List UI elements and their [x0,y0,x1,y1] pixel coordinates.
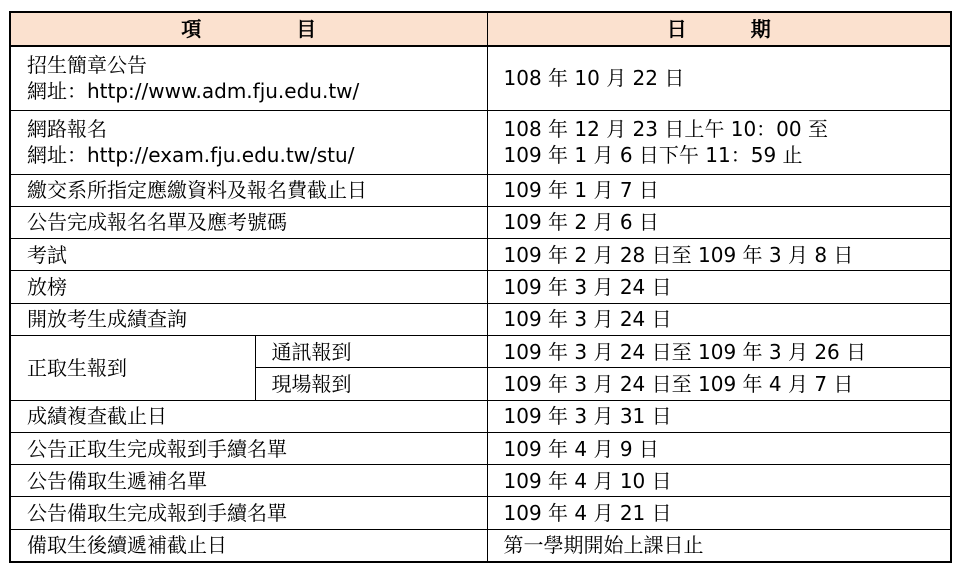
item-cell: 繳交系所指定應繳資料及報名費截止日 [10,174,487,206]
header-date-char-1: 日 [666,17,687,41]
sub-item-cell: 現場報到 [255,368,487,400]
table-row [10,206,951,238]
item-cell: 備取生後續遞補截止日 [10,529,487,561]
date-text: 108 年 10 月 22 日 [503,66,685,91]
item-cell: 開放考生成績查詢 [10,303,487,335]
item-cell [10,110,487,174]
table-row [10,432,951,464]
group-cell: 正取生報到 [10,335,255,400]
date-cell: 109 年 4 月 9 日 [487,432,951,464]
date-cell [487,46,951,110]
header-date-char-2: 期 [750,17,771,41]
schedule-table [9,11,952,563]
table-row [10,239,951,271]
table-row [10,46,951,110]
table-row [10,335,951,367]
item-cell: 考試 [10,239,487,271]
table-row [10,400,951,432]
table-row [10,497,951,529]
date-cell: 109 年 3 月 24 日至 109 年 4 月 7 日 [487,368,951,400]
date-cell [487,110,951,174]
table-row [10,465,951,497]
table-row [10,529,951,561]
table-row [10,110,951,174]
table-row [10,271,951,303]
date-cell: 第一學期開始上課日止 [487,529,951,561]
date-text: 109 年 1 月 6 日下午 11：59 止 [503,143,803,167]
item-url: 網址：http://www.adm.fju.edu.tw/ [27,79,360,104]
date-cell: 109 年 3 月 31 日 [487,400,951,432]
date-cell: 109 年 3 月 24 日 [487,303,951,335]
item-cell: 公告正取生完成報到手續名單 [10,432,487,464]
date-cell: 109 年 1 月 7 日 [487,174,951,206]
item-cell: 成績複查截止日 [10,400,487,432]
item-cell [10,46,487,110]
header-item [10,12,487,46]
item-cell: 放榜 [10,271,487,303]
date-cell: 109 年 3 月 24 日至 109 年 3 月 26 日 [487,335,951,367]
item-text: 網路報名 [27,117,107,141]
date-text: 108 年 12 月 23 日上午 10：00 至 [503,117,828,141]
date-cell: 109 年 4 月 21 日 [487,497,951,529]
table-row [10,303,951,335]
sub-item-cell: 通訊報到 [255,335,487,367]
header-item-char-1: 項 [181,17,202,41]
table-header-row [10,12,951,46]
header-date [487,12,951,46]
date-cell: 109 年 2 月 6 日 [487,206,951,238]
item-cell: 公告備取生遞補名單 [10,465,487,497]
item-text: 招生簡章公告 [27,53,147,78]
date-cell: 109 年 3 月 24 日 [487,271,951,303]
item-url: 網址：http://exam.fju.edu.tw/stu/ [27,143,355,167]
item-cell: 公告備取生完成報到手續名單 [10,497,487,529]
date-cell: 109 年 4 月 10 日 [487,465,951,497]
header-item-char-2: 目 [296,17,317,41]
date-cell: 109 年 2 月 28 日至 109 年 3 月 8 日 [487,239,951,271]
item-cell: 公告完成報名名單及應考號碼 [10,206,487,238]
table-row [10,174,951,206]
